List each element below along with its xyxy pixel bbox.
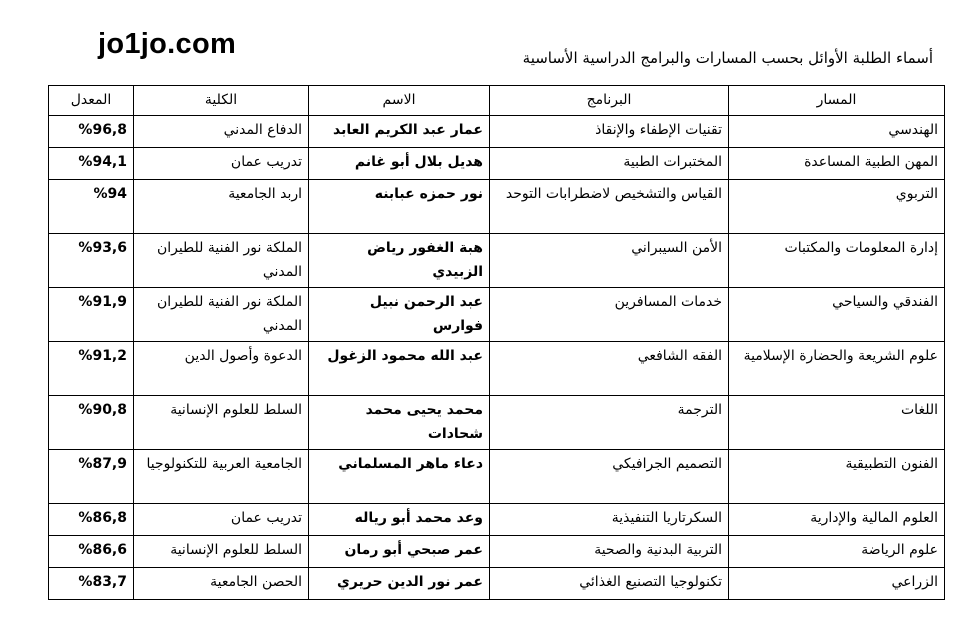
cell-average: %91,2 <box>49 342 134 396</box>
cell-track: الفندقي والسياحي <box>729 288 945 342</box>
table-header-row <box>49 86 945 116</box>
cell-track: إدارة المعلومات والمكتبات <box>729 234 945 288</box>
cell-program: تكنولوجيا التصنيع الغذائي <box>490 568 729 600</box>
header-name: الاسم <box>309 86 490 116</box>
cell-name: عمار عبد الكريم العابد <box>309 116 490 148</box>
cell-program: الترجمة <box>490 396 729 450</box>
cell-program: خدمات المسافرين <box>490 288 729 342</box>
table-row <box>49 396 945 450</box>
cell-track: اللغات <box>729 396 945 450</box>
cell-name: هديل بلال أبو غانم <box>309 148 490 180</box>
cell-program: المختبرات الطبية <box>490 148 729 180</box>
header-faculty: الكلية <box>134 86 309 116</box>
header-track: المسار <box>729 86 945 116</box>
cell-name: عبد الله محمود الزغول <box>309 342 490 396</box>
cell-average: %96,8 <box>49 116 134 148</box>
cell-faculty: الملكة نور الفنية للطيران المدني <box>134 234 309 288</box>
cell-track: العلوم المالية والإدارية <box>729 504 945 536</box>
table-row <box>49 342 945 396</box>
cell-name: دعاء ماهر المسلماني <box>309 450 490 504</box>
cell-faculty: اربد الجامعية <box>134 180 309 234</box>
cell-average: %94,1 <box>49 148 134 180</box>
table-row <box>49 568 945 600</box>
cell-track: علوم الرياضة <box>729 536 945 568</box>
top-students-table <box>48 85 945 600</box>
cell-average: %90,8 <box>49 396 134 450</box>
cell-faculty: الجامعية العربية للتكنولوجيا <box>134 450 309 504</box>
table-row <box>49 536 945 568</box>
cell-average: %93,6 <box>49 234 134 288</box>
table-row <box>49 450 945 504</box>
cell-average: %86,6 <box>49 536 134 568</box>
cell-track: الزراعي <box>729 568 945 600</box>
cell-track: المهن الطبية المساعدة <box>729 148 945 180</box>
cell-average: %91,9 <box>49 288 134 342</box>
cell-program: القياس والتشخيص لاضطرابات التوحد <box>490 180 729 234</box>
cell-program: الفقه الشافعي <box>490 342 729 396</box>
table-row <box>49 116 945 148</box>
cell-faculty: الملكة نور الفنية للطيران المدني <box>134 288 309 342</box>
cell-program: الأمن السيبراني <box>490 234 729 288</box>
cell-name: عمر نور الدين حريري <box>309 568 490 600</box>
table-row <box>49 148 945 180</box>
cell-faculty: الدفاع المدني <box>134 116 309 148</box>
site-logo: jo1jo.com <box>98 28 237 60</box>
cell-program: تقنيات الإطفاء والإنقاذ <box>490 116 729 148</box>
cell-faculty: تدريب عمان <box>134 504 309 536</box>
cell-name: محمد يحيى محمد شحادات <box>309 396 490 450</box>
cell-track: التربوي <box>729 180 945 234</box>
cell-faculty: السلط للعلوم الإنسانية <box>134 396 309 450</box>
cell-program: التربية البدنية والصحية <box>490 536 729 568</box>
header-program: البرنامج <box>490 86 729 116</box>
cell-track: علوم الشريعة والحضارة الإسلامية <box>729 342 945 396</box>
cell-name: عبد الرحمن نبيل فوارس <box>309 288 490 342</box>
cell-faculty: الدعوة وأصول الدين <box>134 342 309 396</box>
header-average: المعدل <box>49 86 134 116</box>
table-row <box>49 234 945 288</box>
page-title: أسماء الطلبة الأوائل بحسب المسارات والبرامج الدراسية الأساسية <box>522 49 933 67</box>
cell-track: الفنون التطبيقية <box>729 450 945 504</box>
cell-track: الهندسي <box>729 116 945 148</box>
table-row <box>49 504 945 536</box>
cell-average: %87,9 <box>49 450 134 504</box>
cell-faculty: الحصن الجامعية <box>134 568 309 600</box>
cell-name: وعد محمد أبو رياله <box>309 504 490 536</box>
cell-average: %94 <box>49 180 134 234</box>
cell-name: نور حمزه عبابنه <box>309 180 490 234</box>
cell-average: %86,8 <box>49 504 134 536</box>
table-row <box>49 288 945 342</box>
cell-faculty: تدريب عمان <box>134 148 309 180</box>
cell-faculty: السلط للعلوم الإنسانية <box>134 536 309 568</box>
cell-name: عمر صبحي أبو رمان <box>309 536 490 568</box>
table-row <box>49 180 945 234</box>
cell-program: التصميم الجرافيكي <box>490 450 729 504</box>
cell-program: السكرتاريا التنفيذية <box>490 504 729 536</box>
cell-average: %83,7 <box>49 568 134 600</box>
cell-name: هبة الغفور رياض الزبيدي <box>309 234 490 288</box>
